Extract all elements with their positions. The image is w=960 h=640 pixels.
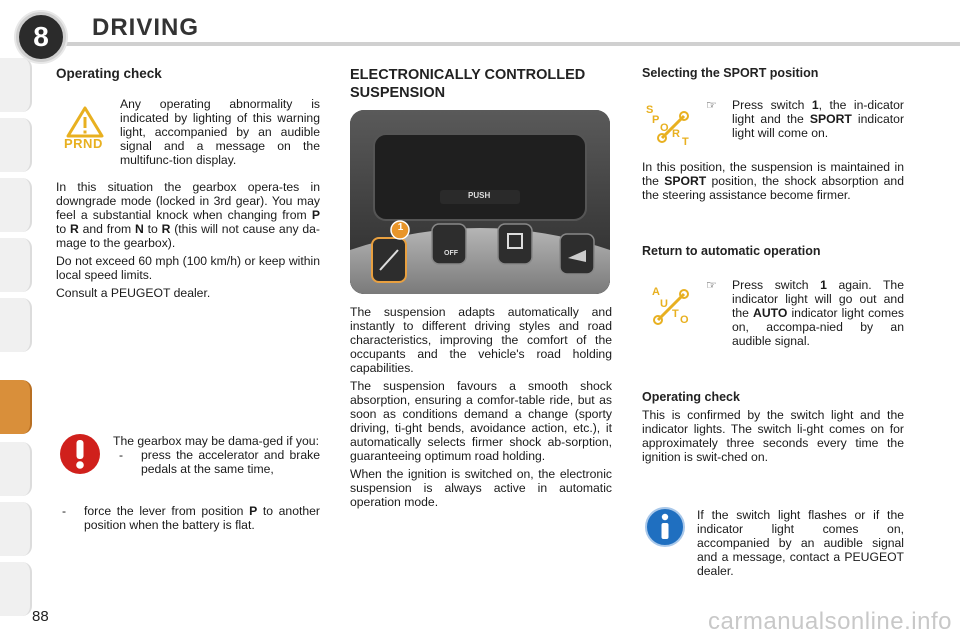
middle-paragraph-1: The suspension adapts automatically and instantly to different driving styles and road characteristics, improving the comfort of the occupants and the vehicle's road holding capabilities. xyxy=(350,305,612,375)
off-label: OFF xyxy=(444,250,458,257)
prnd-label: PRND xyxy=(64,136,103,151)
caution-list-2 xyxy=(56,504,320,532)
sport-letter: O xyxy=(660,122,669,134)
auto-step-text: ☞ Press switch 1 again. The indicator light will go out and the AUTO indicator light comes on, accompa-nied by an audible signal. xyxy=(706,278,904,348)
chapter-title: DRIVING xyxy=(92,14,200,41)
sport-step-text: ☞ Press switch 1, the in-dicator light and the SPORT indicator light will come on. xyxy=(706,98,905,140)
info-block xyxy=(697,508,904,578)
caution-intro: The gearbox may be dama-ged if you: xyxy=(113,434,319,448)
auto-letter: A xyxy=(652,286,660,298)
push-label: PUSH xyxy=(468,191,491,200)
watermark: carmanualsonline.info xyxy=(708,608,952,635)
chapter-tab[interactable] xyxy=(0,58,32,112)
sport-description: In this position, the suspension is maintained in the SPORT position, the shock absorption and the steering assistance become firmer. xyxy=(642,160,904,202)
caution-item: - press the accelerator and brake pedals at the same time, xyxy=(113,448,320,476)
left-intro-text: Any operating abnormality is indicated by lighting of this warning light, accompanied by an audible signal and a message on the multifunc-tion display. xyxy=(120,97,320,167)
chapter-tab[interactable] xyxy=(0,298,32,352)
chapter-number-badge: 8 xyxy=(16,12,66,62)
left-paragraph-1: In this situation the gearbox opera-tes in downgrade mode (locked in 3rd gear). You may feel a substantial knock when changing from P to R and from N to R (this will not cause any da-mage to the gearbox). xyxy=(56,180,320,250)
sport-letter: T xyxy=(682,136,689,148)
sport-letter: R xyxy=(672,128,680,140)
sport-letter: P xyxy=(652,114,660,126)
chapter-tab[interactable] xyxy=(0,178,32,232)
prnd-warning-icon xyxy=(62,106,108,154)
caution-list xyxy=(113,448,320,476)
auto-indicator-icon xyxy=(648,284,694,328)
sport-desc-block xyxy=(642,160,904,202)
info-icon xyxy=(644,506,686,548)
middle-column xyxy=(350,66,612,102)
info-text: If the switch light flashes or if the indicator light comes on, accompanied by an audible signal and a message, contact a PEUGEOT dealer. xyxy=(697,508,904,578)
section-heading-operating-check-2: Operating check xyxy=(642,390,740,404)
auto-letter: O xyxy=(680,314,689,326)
auto-heading-block xyxy=(642,244,904,258)
middle-paragraph-3: When the ignition is switched on, the electronic suspension is always active in automatic operation mode. xyxy=(350,467,612,509)
check-paragraph: This is confirmed by the switch light and the indicator lights. The switch li-ght comes on for approximately three seconds every time the ignition is swit-ched on. xyxy=(642,408,904,464)
caution-icon xyxy=(58,432,102,476)
sport-letter: S xyxy=(646,104,654,116)
chapter-tab[interactable] xyxy=(0,502,32,556)
left-body xyxy=(56,180,320,300)
chapter-tab-active[interactable] xyxy=(0,380,32,434)
left-intro-block xyxy=(120,97,320,167)
caution-block xyxy=(113,434,320,476)
auto-letter: U xyxy=(660,298,668,310)
left-column xyxy=(56,66,320,81)
caution-item: - force the lever from position P to another position when the battery is flat. xyxy=(56,504,320,532)
auto-letter: T xyxy=(672,308,679,320)
auto-step-block xyxy=(706,278,904,348)
chapter-tab[interactable] xyxy=(0,442,32,496)
middle-body xyxy=(350,305,612,509)
page-number: 88 xyxy=(32,608,49,625)
pointing-hand-icon: ☞ xyxy=(706,98,717,112)
switch-callout-1: 1 xyxy=(397,222,404,233)
left-paragraph-2: Do not exceed 60 mph (100 km/h) or keep within local speed limits. xyxy=(56,254,320,282)
chapter-tab[interactable] xyxy=(0,118,32,172)
section-heading-auto: Return to automatic operation xyxy=(642,244,821,258)
sport-step-block xyxy=(706,98,904,140)
chapter-tab[interactable] xyxy=(0,562,32,616)
section-heading-suspension: ELECTRONICALLY CONTROLLED SUSPENSION xyxy=(350,67,586,101)
left-paragraph-3: Consult a PEUGEOT dealer. xyxy=(56,286,211,300)
console-photo xyxy=(350,110,610,294)
check-block xyxy=(642,390,904,464)
section-heading-operating-check: Operating check xyxy=(56,66,162,81)
header-rule xyxy=(60,42,960,46)
right-sport-heading-block xyxy=(642,66,904,80)
page-header xyxy=(0,0,960,60)
middle-paragraph-2: The suspension favours a smooth shock absorption, ensuring a comfor-table ride, but as soon as conditions demand a change (sporty driving, ti-ght bends, avoidance action, etc.), it automatically selects firmer shock ab-sorption, guaranteeing optimum road holding. xyxy=(350,379,612,463)
sport-indicator-icon xyxy=(644,104,694,150)
caution-block-2 xyxy=(56,504,320,532)
chapter-tab[interactable] xyxy=(0,238,32,292)
pointing-hand-icon: ☞ xyxy=(706,278,717,292)
section-heading-sport: Selecting the SPORT position xyxy=(642,66,819,80)
